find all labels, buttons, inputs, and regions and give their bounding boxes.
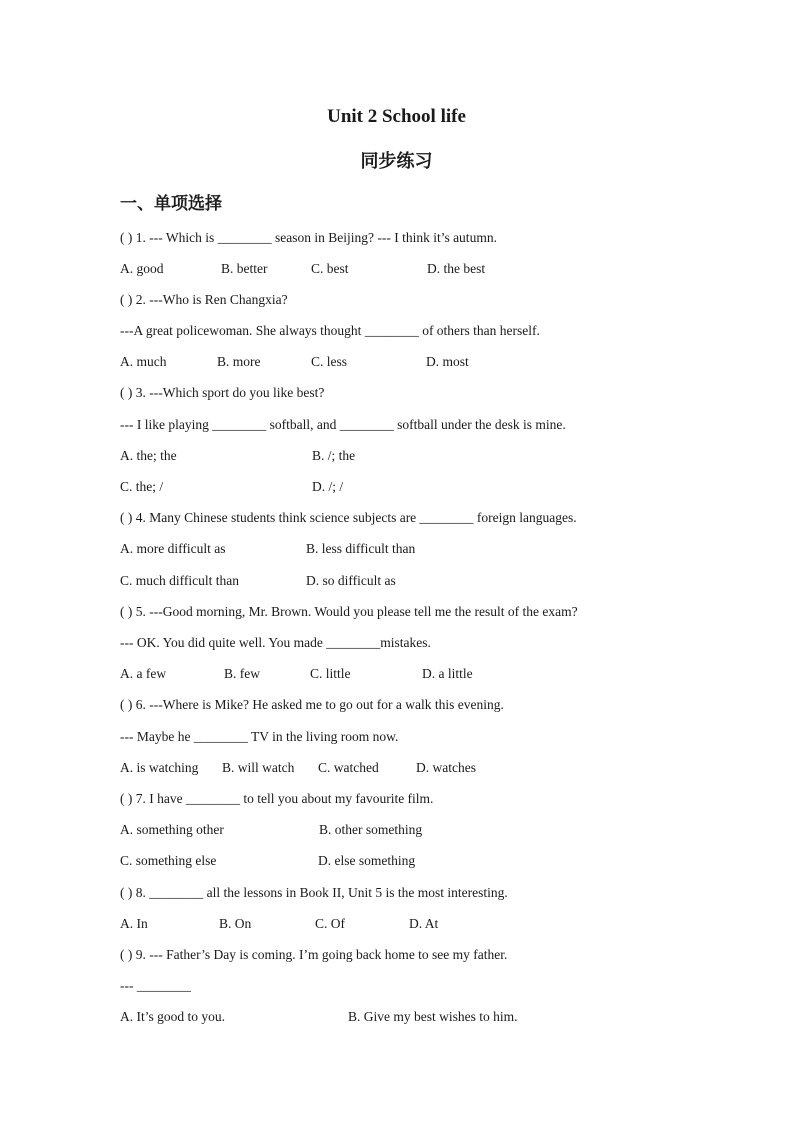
question-stem: ( ) 1. --- Which is ________ season in Beijing? --- I think it’s autumn. bbox=[120, 230, 497, 245]
question-dialogue: --- ________ bbox=[120, 978, 191, 993]
question-stem: ( ) 3. ---Which sport do you like best? bbox=[120, 385, 325, 400]
question-dialogue: --- OK. You did quite well. You made ________mistakes. bbox=[120, 635, 431, 650]
option: C. something else bbox=[120, 853, 217, 868]
option: D. the best bbox=[427, 261, 486, 276]
question-dialogue: --- I like playing ________ softball, and ________ softball under the desk is mine. bbox=[120, 417, 566, 432]
option: B. more bbox=[217, 354, 261, 369]
option: D. watches bbox=[416, 760, 476, 775]
option: B. less difficult than bbox=[306, 541, 416, 556]
question-stem: ( ) 7. I have ________ to tell you about my favourite film. bbox=[120, 791, 434, 806]
option: B. /; the bbox=[312, 448, 356, 463]
option: C. best bbox=[311, 261, 349, 276]
question-stem: ( ) 9. --- Father’s Day is coming. I’m going back home to see my father. bbox=[120, 947, 508, 962]
option: D. most bbox=[426, 354, 469, 369]
option: A. In bbox=[120, 916, 148, 931]
option: C. little bbox=[310, 666, 351, 681]
option: D. else something bbox=[318, 853, 416, 868]
option: B. few bbox=[224, 666, 260, 681]
option: A. more difficult as bbox=[120, 541, 226, 556]
question-dialogue: --- Maybe he ________ TV in the living room now. bbox=[120, 729, 399, 744]
option: C. the; / bbox=[120, 479, 164, 494]
option: B. better bbox=[221, 261, 268, 276]
option: A. much bbox=[120, 354, 167, 369]
question-stem: ( ) 5. ---Good morning, Mr. Brown. Would you please tell me the result of the exam? bbox=[120, 604, 578, 619]
option: A. the; the bbox=[120, 448, 177, 463]
option: D. a little bbox=[422, 666, 473, 681]
doc-subtitle: 同步练习 bbox=[360, 151, 433, 172]
question-stem: ( ) 8. ________ all the lessons in Book II, Unit 5 is the most interesting. bbox=[120, 885, 508, 900]
option: C. Of bbox=[315, 916, 345, 931]
question-dialogue: ---A great policewoman. She always thought ________ of others than herself. bbox=[120, 323, 540, 338]
option: D. so difficult as bbox=[306, 573, 396, 588]
question-stem: ( ) 4. Many Chinese students think science subjects are ________ foreign languages. bbox=[120, 510, 577, 525]
option: D. /; / bbox=[312, 479, 344, 494]
option: A. something other bbox=[120, 822, 224, 837]
option: C. watched bbox=[318, 760, 379, 775]
doc-title: Unit 2 School life bbox=[327, 106, 466, 127]
question-stem: ( ) 2. ---Who is Ren Changxia? bbox=[120, 292, 288, 307]
option: B. will watch bbox=[222, 760, 295, 775]
option: A. a few bbox=[120, 666, 167, 681]
option: B. other something bbox=[319, 822, 423, 837]
section-heading: 一、单项选择 bbox=[120, 194, 222, 214]
option: C. less bbox=[311, 354, 348, 369]
option: B. On bbox=[219, 916, 252, 931]
option: C. much difficult than bbox=[120, 573, 239, 588]
option: B. Give my best wishes to him. bbox=[348, 1009, 518, 1024]
option: A. It’s good to you. bbox=[120, 1009, 226, 1024]
option: A. good bbox=[120, 261, 164, 276]
option: D. At bbox=[409, 916, 439, 931]
question-stem: ( ) 6. ---Where is Mike? He asked me to go out for a walk this evening. bbox=[120, 697, 504, 712]
option: A. is watching bbox=[120, 760, 199, 775]
